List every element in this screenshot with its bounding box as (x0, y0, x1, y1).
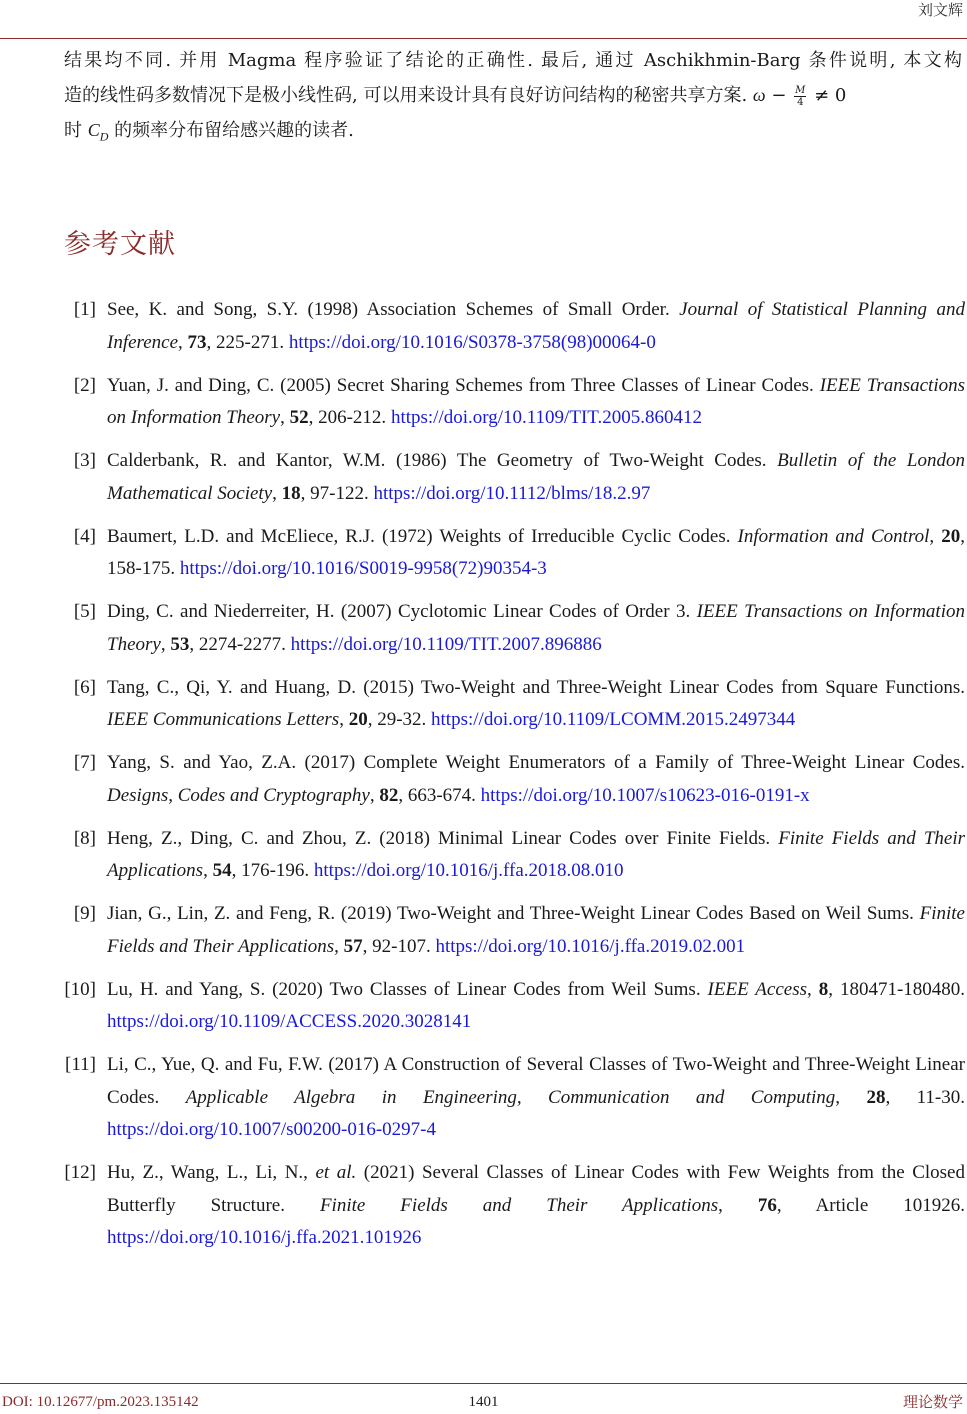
reference-volume: 28 (866, 1086, 886, 1108)
reference-volume: 18 (281, 482, 301, 504)
reference-pages: , 206-212. (308, 407, 391, 428)
reference-separator: , (160, 633, 171, 655)
reference-journal: Information and Control (737, 525, 930, 547)
reference-separator: , (718, 1194, 758, 1216)
reference-pages: , Article 101926. (776, 1194, 966, 1216)
page-number: 1401 (468, 1394, 499, 1410)
reference-doi-link[interactable]: https://doi.org/10.1109/LCOMM.2015.2497344 (431, 709, 796, 730)
reference-journal: Finite Fields and Their Applications (319, 1194, 719, 1216)
reference-doi-link[interactable]: https://doi.org/10.1016/S0019-9958(72)90354-3 (179, 558, 547, 579)
fraction-m-over-4 (794, 85, 806, 108)
reference-separator: , (835, 1086, 867, 1108)
reference-journal: Applicable Algebra in Engineering, Communication and Computing (185, 1086, 836, 1108)
reference-item (0, 898, 967, 963)
reference-pages: , 176-196. (231, 860, 314, 881)
reference-item (0, 294, 967, 359)
reference-item (0, 974, 967, 1039)
intro-paragraph (64, 44, 962, 154)
reference-item (0, 1049, 967, 1147)
reference-journal: Finite Fields and Their Applications (107, 903, 965, 957)
reference-separator: , (339, 709, 349, 730)
fraction-denominator: 4 (797, 96, 804, 108)
reference-doi-link[interactable]: https://doi.org/10.1112/blms/18.2.97 (373, 482, 651, 504)
reference-authors: Heng, Z., Ding, C. and Zhou, Z. (2018) Minimal Linear Codes over Finite Fields. (107, 827, 779, 849)
reference-list (0, 294, 967, 1265)
reference-number: [6] (73, 676, 96, 698)
reference-volume: 20 (941, 525, 961, 547)
reference-doi-link[interactable]: https://doi.org/10.1016/j.ffa.2018.08.010 (313, 860, 624, 881)
reference-item (0, 1157, 967, 1255)
reference-number: [2] (73, 374, 96, 396)
reference-pages: , 663-674. (398, 784, 481, 806)
footer-journal: 理论数学 (902, 1393, 963, 1411)
reference-journal: Bulletin of the London Mathematical Society (107, 450, 965, 504)
reference-title: (2021) Several Classes of Linear Codes with Few Weights from the Closed Butterfly Structure. (107, 1162, 965, 1216)
reference-separator: , (334, 935, 344, 957)
reference-number: [7] (73, 752, 96, 773)
reference-number: [3] (73, 450, 96, 471)
reference-item (0, 521, 967, 586)
reference-pages: , 180471-180480. (828, 978, 966, 1000)
reference-etal: et al. (315, 1162, 357, 1183)
reference-doi-link[interactable]: https://doi.org/10.1016/j.ffa.2021.101926 (107, 1227, 422, 1248)
reference-pages: , 92-107. (362, 935, 436, 957)
reference-journal: IEEE Access (707, 978, 808, 1000)
reference-item (0, 370, 967, 435)
reference-volume: 52 (289, 407, 309, 428)
reference-pages: , 225-271. (206, 331, 289, 353)
reference-doi-link[interactable]: https://doi.org/10.1007/s10623-016-0191-x (480, 784, 810, 806)
reference-journal: Designs, Codes and Cryptography (107, 784, 370, 806)
reference-pages: , 97-122. (300, 482, 374, 504)
reference-doi-link[interactable]: https://doi.org/10.1109/ACCESS.2020.3028141 (107, 1011, 472, 1032)
reference-authors: Tang, C., Qi, Y. and Huang, D. (2015) Two-Weight and Three-Weight Linear Codes from Square Functions. (107, 676, 965, 698)
reference-number: [11] (65, 1054, 96, 1075)
reference-authors: Baumert, L.D. and McEliece, R.J. (1972) Weights of Irreducible Cyclic Codes. (107, 525, 738, 547)
reference-authors: Jian, G., Lin, Z. and Feng, R. (2019) Two-Weight and Three-Weight Linear Codes Based on Weil Sums. (107, 903, 920, 924)
reference-journal: Finite Fields and Their Applications (107, 827, 965, 881)
reference-pages: , 2274-2277. (189, 633, 291, 655)
reference-journal: IEEE Transactions on Information Theory (107, 601, 965, 655)
omega-symbol: ω (752, 85, 766, 105)
reference-separator: , (929, 525, 942, 547)
footer-divider (0, 1383, 967, 1384)
references-heading: 参考文献 (64, 229, 176, 260)
reference-number: [12] (64, 1162, 96, 1183)
reference-volume: 76 (757, 1194, 777, 1216)
reference-volume: 20 (348, 709, 368, 730)
reference-item (0, 747, 967, 812)
reference-separator: , (272, 482, 282, 504)
header-divider (0, 38, 967, 39)
reference-separator: , (280, 407, 290, 428)
not-equal-zero: ≠ 0 (808, 85, 847, 106)
reference-authors: Yuan, J. and Ding, C. (2005) Secret Sharing Schemes from Three Classes of Linear Codes. (107, 374, 820, 396)
reference-item (0, 596, 967, 661)
reference-doi-link[interactable]: https://doi.org/10.1007/s00200-016-0297-4 (107, 1119, 436, 1140)
reference-number: [4] (73, 525, 96, 547)
minus-sign: − (765, 85, 793, 106)
reference-item (0, 672, 967, 737)
reference-volume: 57 (343, 935, 363, 957)
reference-journal: IEEE Transactions on Information Theory (107, 374, 965, 428)
intro-line-3 (64, 113, 962, 154)
reference-journal: IEEE Communications Letters (107, 709, 340, 730)
intro-line-3-post: 的频率分布留给感兴趣的读者. (108, 120, 354, 141)
intro-line-2-text: 造的线性码多数情况下是极小线性码, 可以用来设计具有良好访问结构的秘密共享方案. (64, 85, 753, 106)
intro-line-1: 结果均不同. 并用 Magma 程序验证了结论的正确性. 最后, 通过 Aschikhmin-Barg 条件说明, 本文构 (64, 50, 962, 71)
reference-number: [8] (73, 827, 96, 849)
reference-doi-link[interactable]: https://doi.org/10.1109/TIT.2005.860412 (390, 407, 702, 428)
reference-doi-link[interactable]: https://doi.org/10.1016/j.ffa.2019.02.001 (435, 935, 746, 957)
reference-pages: , 158-175. (107, 525, 965, 579)
reference-doi-link[interactable]: https://doi.org/10.1016/S0378-3758(98)00064-0 (288, 331, 656, 353)
reference-authors: See, K. and Song, S.Y. (1998) Association Schemes of Small Order. (107, 299, 680, 320)
reference-volume: 82 (379, 784, 399, 806)
reference-volume: 53 (170, 633, 190, 655)
reference-item (0, 445, 967, 510)
reference-number: [9] (73, 903, 96, 924)
reference-volume: 8 (818, 978, 829, 1000)
reference-volume: 73 (187, 331, 207, 353)
reference-doi-link[interactable]: https://doi.org/10.1109/TIT.2007.896886 (290, 633, 602, 655)
reference-journal: Journal of Statistical Planning and Inference (107, 299, 965, 353)
reference-pages: , 29-32. (367, 709, 432, 730)
intro-line-3-pre: 时 (64, 120, 88, 141)
reference-volume: 54 (212, 860, 232, 881)
reference-number: [5] (73, 601, 96, 622)
reference-separator: , (178, 331, 188, 353)
reference-separator: , (203, 860, 213, 881)
header-author: 刘文辉 (917, 1, 963, 19)
footer-doi: DOI: 10.12677/pm.2023.135142 (2, 1394, 199, 1410)
reference-authors: Calderbank, R. and Kantor, W.M. (1986) The Geometry of Two-Weight Codes. (107, 450, 778, 471)
page-footer (0, 1392, 967, 1414)
reference-authors: Hu, Z., Wang, L., Li, N., (107, 1162, 316, 1183)
reference-pages: , 11-30. (885, 1086, 966, 1108)
reference-authors: Li, C., Yue, Q. and Fu, F.W. (2017) A Construction of Several Classes of Two-Weight and Three-Weight Linear Codes. (107, 1054, 965, 1108)
intro-line-2 (64, 78, 962, 113)
reference-authors: Ding, C. and Niederreiter, H. (2007) Cyclotomic Linear Codes of Order 3. (107, 601, 697, 622)
reference-number: [10] (64, 978, 96, 1000)
fraction-numerator: M (795, 84, 806, 96)
reference-authors: Yang, S. and Yao, Z.A. (2017) Complete Weight Enumerators of a Family of Three-Weight Linear Codes. (107, 752, 965, 773)
reference-separator: , (807, 978, 819, 1000)
reference-separator: , (369, 784, 380, 806)
reference-item (0, 823, 967, 888)
cd-symbol: $C_D$ (87, 120, 109, 144)
reference-authors: Lu, H. and Yang, S. (2020) Two Classes of Linear Codes from Weil Sums. (107, 978, 708, 1000)
reference-number: [1] (73, 299, 96, 320)
